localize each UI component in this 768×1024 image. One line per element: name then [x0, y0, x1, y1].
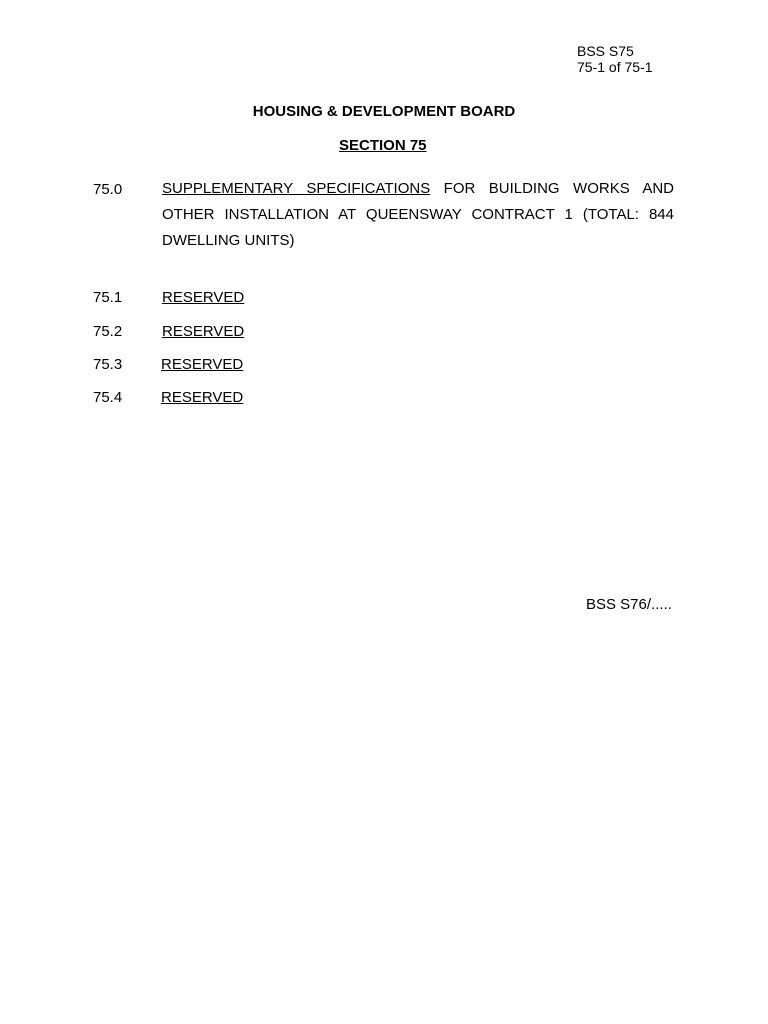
clause-text: RESERVED	[162, 323, 245, 340]
clause-number: 75.1	[93, 289, 123, 306]
clause-number: 75.3	[93, 356, 123, 373]
clause-title-rest: FOR BUILDING WORKS AND OTHER INSTALLATION AT QUEENSWAY CONTRACT 1 (TOTAL: 844 DWELLING UNITS)	[162, 180, 674, 249]
clause-number: 75.0	[93, 181, 123, 198]
clause-text: RESERVED	[162, 289, 245, 306]
clause-number: 75.4	[93, 389, 123, 406]
clause-number: 75.2	[93, 323, 123, 340]
clause-title-underlined: SUPPLEMENTARY SPECIFICATIONS	[162, 180, 431, 197]
clause-text: RESERVED	[161, 389, 244, 406]
clause-title	[162, 176, 674, 254]
clause-text: RESERVED	[161, 356, 244, 373]
document-reference	[577, 43, 653, 75]
section-title: SECTION 75	[339, 137, 427, 154]
page-range: 75-1 of 75-1	[577, 59, 653, 75]
organization-title: HOUSING & DEVELOPMENT BOARD	[252, 103, 516, 120]
doc-code: BSS S75	[577, 43, 634, 59]
continuation-reference: BSS S76/.....	[586, 596, 672, 613]
